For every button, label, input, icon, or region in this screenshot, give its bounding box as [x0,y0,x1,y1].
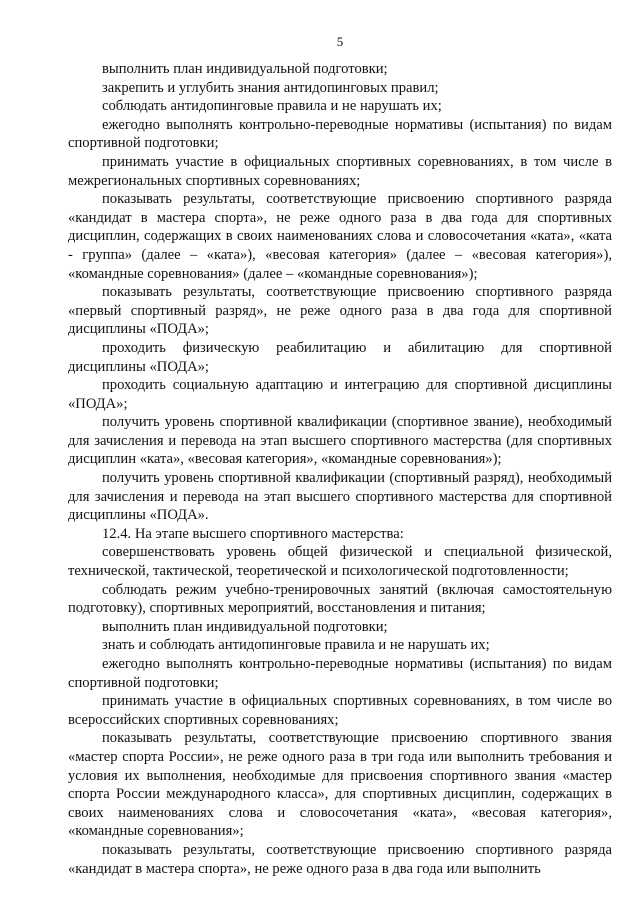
paragraph-1: выполнить план индивидуальной подготовки; [102,61,388,77]
paragraph-3: соблюдать антидопинговые правила и не нарушать их; [102,98,442,115]
paragraph-15: выполнить план индивидуальной подготовки; [102,618,388,635]
paragraph-7: показывать результаты, соответствующие присвоению спортивного разряда «первый спортивный разряд», не реже одного раза в два года для спортивной дисциплины «ПОДА»; [68,284,612,338]
paragraph-19: показывать результаты, соответствующие присвоению спортивного звания «мастер спорта России», не реже одного раза в три года или выполнить требования и условия их выполнения, необходимые для присвоения спортивного звания «мастер спорта России международного класса», для спортивных дисциплин, содержащих в своих наименованиях слова и словосочетания «ката», «весовая категория», «командные соревнования»; [68,730,612,840]
paragraph-9: проходить социальную адаптацию и интеграцию для спортивной дисциплины «ПОДА»; [68,377,612,412]
paragraph-11: получить уровень спортивной квалификации (спортивный разряд), необходимый для зачисления и перевода на этап высшего спортивного мастерства для спортивной дисциплины «ПОДА». [68,470,612,524]
paragraph-10: получить уровень спортивной квалификации (спортивное звание), необходимый для зачисления и перевода на этап высшего спортивного мастерства (для спортивных дисциплин «ката», «весовая категория», «командные соревнования»); [68,414,612,468]
section-heading-12-4: 12.4. На этапе высшего спортивного мастерства: [102,525,404,542]
paragraph-8: проходить физическую реабилитацию и абилитацию для спортивной дисциплины «ПОДА»; [68,339,612,375]
paragraph-6: показывать результаты, соответствующие присвоению спортивного разряда «кандидат в мастера спорта», не реже одного раза в два года для спортивных дисциплин, содержащих в своих наименованиях слова и словосочетания «ката», «ката - группа» (далее – «ката»), «весовая категория» (далее – «весовая категория»), «командные соревнования» (далее – «командные соревнования»); [68,191,612,282]
paragraph-16: знать и соблюдать антидопинговые правила и не нарушать их; [102,637,490,654]
paragraph-2: закрепить и углубить знания антидопинговых правил; [102,79,439,96]
paragraph-20: показывать результаты, соответствующие присвоению спортивного разряда «кандидат в мастера спорта», не реже одного раза в два года или выполнить [68,841,612,877]
paragraph-13: совершенствовать уровень общей физической и специальной физической, технической, тактической, теоретической и психологической подготовленности; [68,544,612,580]
paragraph-4: ежегодно выполнять контрольно-переводные нормативы (испытания) по видам спортивной подготовки; [68,116,612,152]
paragraph-5: принимать участие в официальных спортивных соревнованиях, в том числе в межрегиональных спортивных соревнованиях; [68,153,612,189]
paragraph-17: ежегодно выполнять контрольно-переводные нормативы (испытания) по видам спортивной подготовки; [68,656,612,691]
page-number: 5 [336,34,344,49]
paragraph-14: соблюдать режим учебно-тренировочных занятий (включая самостоятельную подготовку), спортивных мероприятий, восстановления и питания; [68,581,612,617]
paragraph-18: принимать участие в официальных спортивных соревнованиях, в том числе во всероссийских спортивных соревнованиях; [68,693,612,728]
